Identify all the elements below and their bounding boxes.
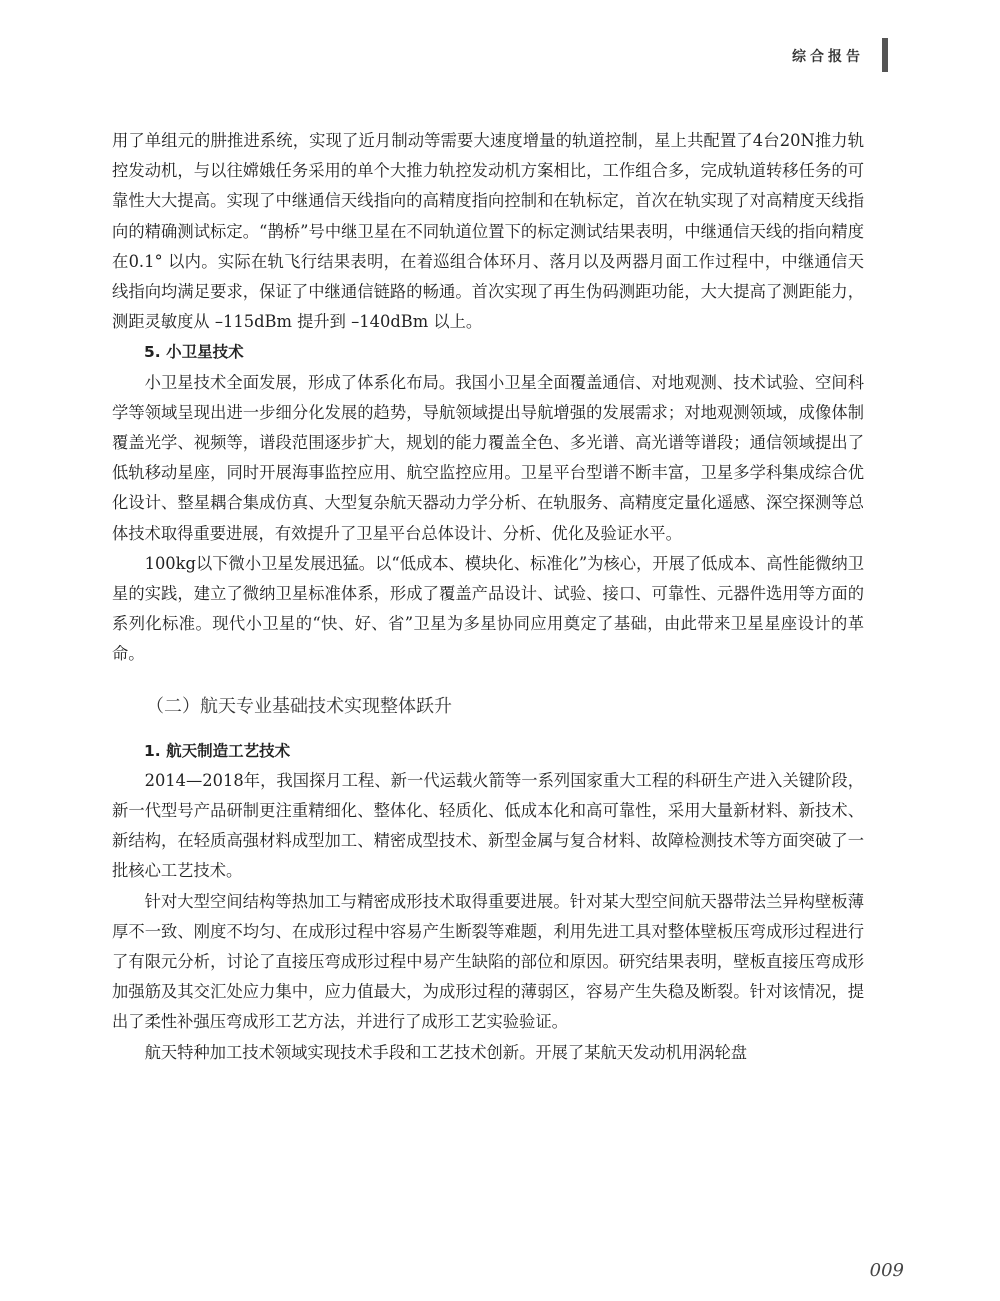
paragraph-relay-satellite: 用了单组元的肼推进系统，实现了近月制动等需要大速度增量的轨道控制，星上共配置了4台20N推力轨控发动机，与以往嫦娥任务采用的单个大推力轨控发动机方案相比，工作组合多，完成轨道转移任务的可靠性大大提高。实现了中继通信天线指向的高精度指向控制和在轨标定，首次在轨实现了对高精度天线指向的精确测试标定。“鹊桥”号中继卫星在不同轨道位置下的标定测试结果表明，中继通信天线的指向精度在0.1° 以内。实际在轨飞行结果表明，在着巡组合体环月、落月以及两器月面工作过程中，中继通信天线指向均满足要求，保证了中继通信链路的畅通。首次实现了再生伪码测距功能，大大提高了测距能力，测距灵敏度从 –115dBm 提升到 –140dBm 以上。 (112, 131, 864, 332)
running-header-bar (882, 38, 888, 72)
paragraph-special-machining: 航天特种加工技术领域实现技术手段和工艺技术创新。开展了某航天发动机用涡轮盘 (144, 1042, 748, 1062)
heading-small-satellite-tech: 5. 小卫星技术 (144, 343, 244, 362)
paragraph-micro-satellite: 100kg以下微小卫星发展迅猛。以“低成本、模块化、标准化”为核心，开展了低成本、高性能微纳卫星的实践，建立了微纳卫星标准体系，形成了覆盖产品设计、试验、接口、可靠性、元器件选用等方面的系列化标准。现代小卫星的“快、好、省”卫星为多星协同应用奠定了基础，由此带来卫星星座设计的革命。 (112, 553, 864, 664)
page-number: 009 (869, 1260, 904, 1281)
paragraph-small-satellite-overview: 小卫星技术全面发展，形成了体系化布局。我国小卫星全面覆盖通信、对地观测、技术试验、空间科学等领域呈现出进一步细分化发展的趋势，导航领域提出导航增强的发展需求；对地观测领域，成像体制覆盖光学、视频等，谱段范围逐步扩大，规划的能力覆盖全色、多光谱、高光谱等谱段；通信领域提出了低轨移动星座，同时开展海事监控应用、航空监控应用。卫星平台型谱不断丰富，卫星多学科集成综合优化设计、整星耦合集成仿真、大型复杂航天器动力学分析、在轨服务、高精度定量化遥感、深空探测等总体技术取得重要进展，有效提升了卫星平台总体设计、分析、优化及验证水平。 (112, 372, 864, 543)
page-body (112, 126, 864, 1068)
heading-manufacturing-tech: 1. 航天制造工艺技术 (144, 741, 291, 760)
running-header-label: 综合报告 (792, 49, 864, 65)
paragraph-manufacturing-overview: 2014—2018年，我国探月工程、新一代运载火箭等一系列国家重大工程的科研生产进入关键阶段，新一代型号产品研制更注重精细化、整体化、轻质化、低成本化和高可靠性，采用大量新材料、新技术、新结构，在轻质高强材料成型加工、精密成型技术、新型金属与复合材料、故障检测技术等方面突破了一批核心工艺技术。 (112, 770, 864, 881)
section-heading-basic-tech: （二）航天专业基础技术实现整体跃升 (146, 695, 452, 717)
paragraph-forming-tech: 针对大型空间结构等热加工与精密成形技术取得重要进展。针对某大型空间航天器带法兰异构壁板薄厚不一致、刚度不均匀、在成形过程中容易产生断裂等难题，利用先进工具对整体壁板压弯成形过程进行了有限元分析，讨论了直接压弯成形过程中易产生缺陷的部位和原因。研究结果表明，壁板直接压弯成形加强筋及其交汇处应力集中，应力值最大，为成形过程的薄弱区，容易产生失稳及断裂。针对该情况，提出了柔性补强压弯成形工艺方法，并进行了成形工艺实验验证。 (112, 891, 864, 1032)
